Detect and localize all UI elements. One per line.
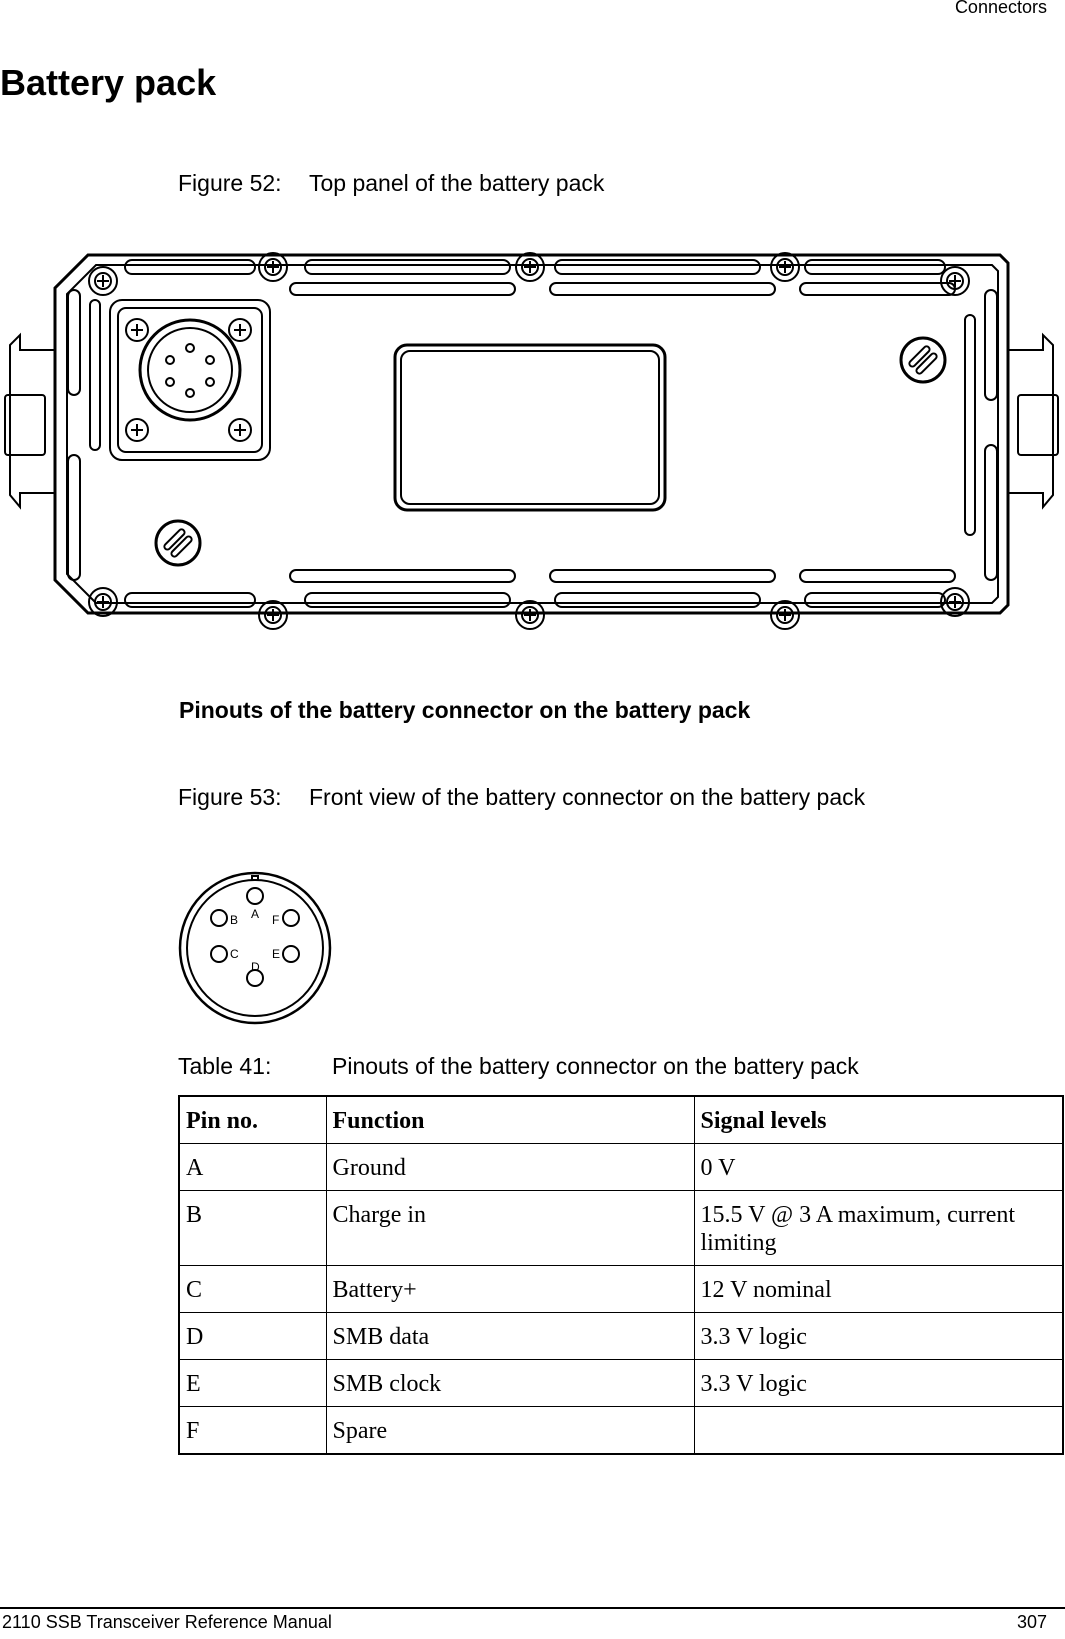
cell-signal: 3.3 V logic (694, 1313, 1063, 1360)
header-pin-no: Pin no. (179, 1096, 326, 1144)
footer-manual-title: 2110 SSB Transceiver Reference Manual (2, 1612, 332, 1632)
pin-label-e: E (272, 947, 281, 961)
pin-label-f: F (272, 913, 280, 927)
cell-function: Spare (326, 1407, 694, 1455)
footer-rule (0, 1607, 1065, 1609)
table-header-row (179, 1096, 1063, 1144)
cell-signal: 3.3 V logic (694, 1360, 1063, 1407)
table-41-caption (178, 1053, 859, 1080)
table-row (179, 1144, 1063, 1191)
cell-pin: F (179, 1407, 326, 1455)
cell-signal: 15.5 V @ 3 A maximum, current limiting (694, 1191, 1063, 1266)
cell-function: Charge in (326, 1191, 694, 1266)
cell-pin: B (179, 1191, 326, 1266)
pinouts-subheading: Pinouts of the battery connector on the battery pack (179, 697, 751, 723)
cell-signal (694, 1407, 1063, 1455)
figure-53-caption (178, 784, 865, 811)
pin-label-a: A (251, 907, 260, 921)
cell-function: Ground (326, 1144, 694, 1191)
running-head: Connectors (954, 0, 1047, 17)
cell-pin: A (179, 1144, 326, 1191)
cell-signal: 12 V nominal (694, 1266, 1063, 1313)
header-signal-levels: Signal levels (694, 1096, 1063, 1144)
cell-function: SMB data (326, 1313, 694, 1360)
pin-label-d: D (251, 960, 260, 974)
cell-function: SMB clock (326, 1360, 694, 1407)
table-row (179, 1407, 1063, 1455)
cell-signal: 0 V (694, 1144, 1063, 1191)
figure-53-number: Figure 53: (178, 784, 282, 810)
table-row (179, 1360, 1063, 1407)
table-41-number: Table 41: (178, 1053, 272, 1079)
figure-52-title: Top panel of the battery pack (309, 170, 605, 196)
section-title: Battery pack (0, 62, 217, 103)
figure-52-caption (178, 170, 604, 197)
battery-connector-front-view (175, 868, 335, 1028)
pinout-table (178, 1095, 1064, 1455)
figure-52-number: Figure 52: (178, 170, 282, 196)
cell-pin: E (179, 1360, 326, 1407)
table-41-title: Pinouts of the battery connector on the battery pack (332, 1053, 859, 1079)
pin-label-b: B (230, 913, 239, 927)
cell-pin: C (179, 1266, 326, 1313)
table-row (179, 1191, 1063, 1266)
cell-pin: D (179, 1313, 326, 1360)
table-row (179, 1313, 1063, 1360)
cell-function: Battery+ (326, 1266, 694, 1313)
table-row (179, 1266, 1063, 1313)
battery-pack-top-panel-illustration (0, 245, 1065, 640)
header-function: Function (326, 1096, 694, 1144)
figure-53-title: Front view of the battery connector on the battery pack (309, 784, 866, 810)
footer-page-number: 307 (1016, 1612, 1047, 1632)
pin-label-c: C (230, 947, 239, 961)
